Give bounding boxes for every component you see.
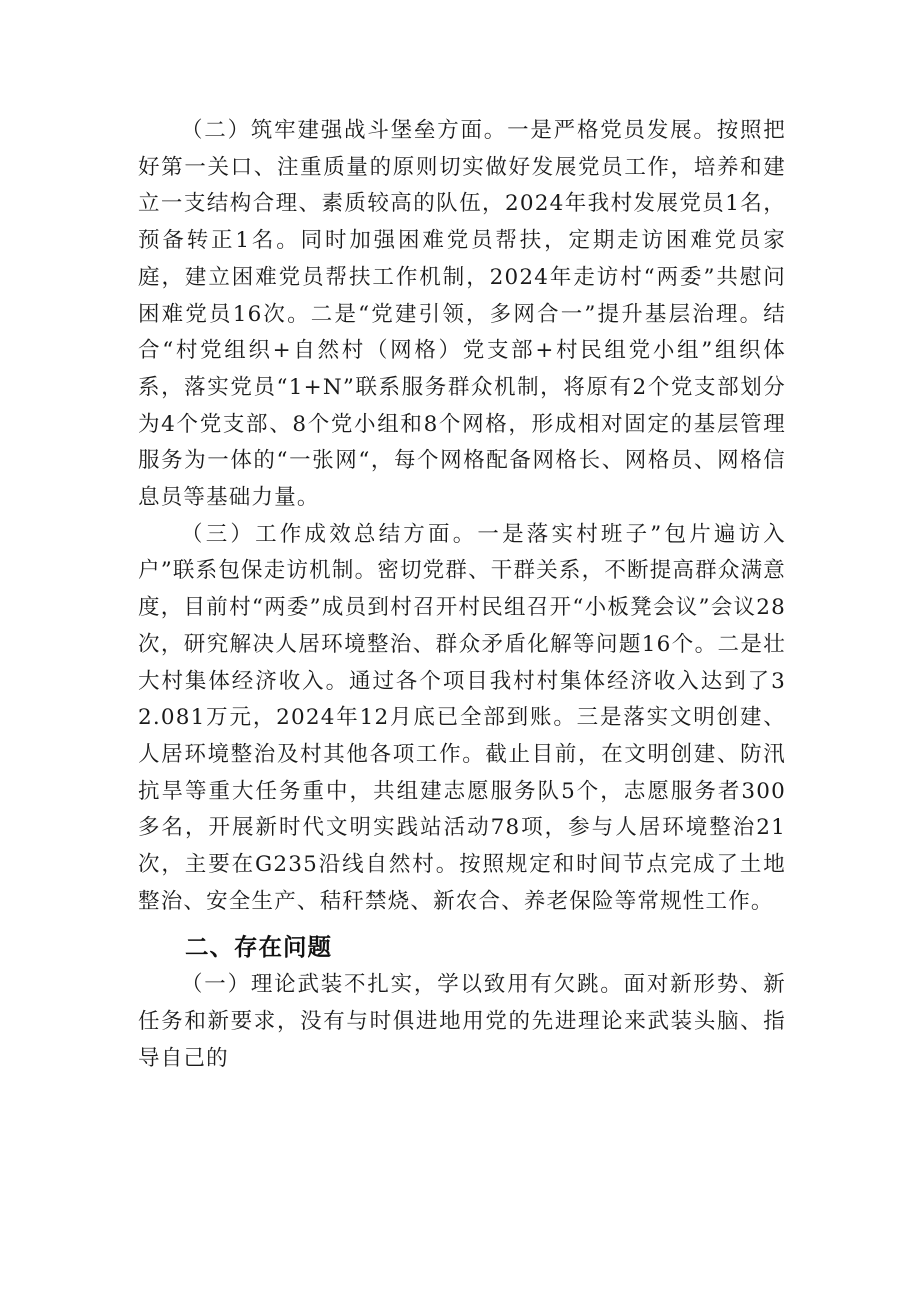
paragraph-work-results: （三）工作成效总结方面。一是落实村班子”包片遍访入户”联系包保走访机制。密切党群、干群关系，不断提高群众满意度，目前村“两委”成员到村召开村民组召开“小板凳会议”会议28次，研究解决人居环境整治、群众矛盾化解等问题16个。二是壮大村集体经济收入。通过各个项目我村村集体经济收入达到了32.081万元，2024年12月底已全部到账。三是落实文明创建、人居环境整治及村其他各项工作。截止目前，在文明创建、防汛抗旱等重大任务重中，共组建志愿服务队5个，志愿服务者300多名，开展新时代文明实践站活动78项，参与人居环境整治21次，主要在G235沿线自然村。按照规定和时间节点完成了土地整治、安全生产、秸秆禁烧、新农合、养老保险等常规性工作。	[138, 521, 786, 914]
section-heading-problems: 二、存在问题	[185, 933, 332, 962]
document-body	[138, 113, 786, 1077]
paragraph-theory-study: （一）理论武装不扎实，学以致用有欠跳。面对新形势、新任务和新要求，没有与时俱进地用党的先进理论来武装头脑、指导自己的	[138, 972, 786, 1071]
paragraph-party-building: （二）筑牢建强战斗堡垒方面。一是严格党员发展。按照把好第一关口、注重质量的原则切实做好发展党员工作，培养和建立一支结构合理、素质较高的队伍，2024年我村发展党员1名，预备转正1名。同时加强困难党员帮扶，定期走访困难党员家庭，建立困难党员帮扶工作机制，2024年走访村“两委”共慰问困难党员16次。二是“党建引领，多网合一”提升基层治理。结合“村党组织+自然村（网格）党支部+村民组党小组”组织体系，落实党员“1+N”联系服务群众机制，将原有2个党支部划分为4个党支部、8个党小组和8个网格，形成相对固定的基层管理服务为一体的“一张网“，每个网格配备网格长、网格员、网格信息员等基础力量。	[138, 118, 786, 511]
